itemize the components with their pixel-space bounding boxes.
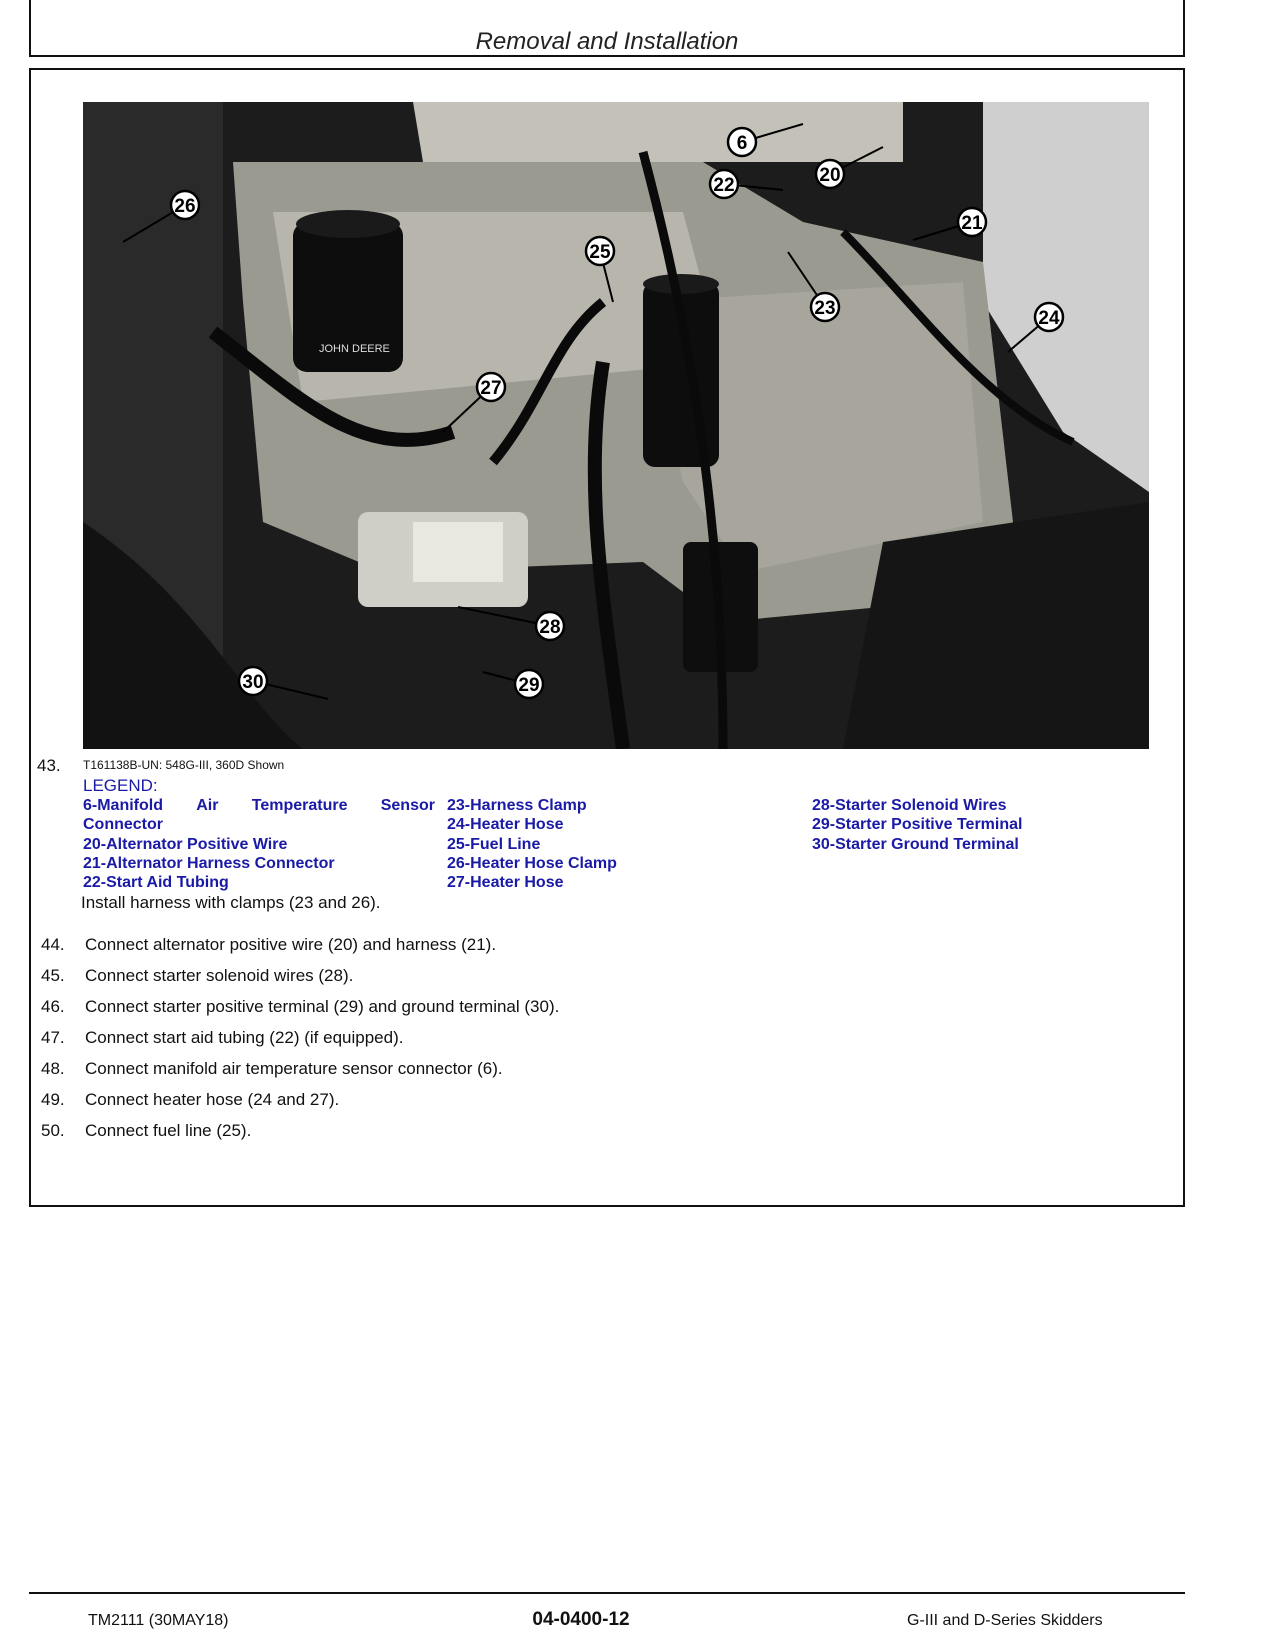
- step-number: 47.: [41, 1028, 65, 1047]
- callout-label: 23: [814, 298, 836, 319]
- step-row: [41, 966, 559, 997]
- install-instruction: Install harness with clamps (23 and 26).: [81, 893, 381, 912]
- header-box: [29, 0, 1185, 57]
- legend-item-6-word: Temperature: [251, 797, 348, 814]
- legend-item-24: 24-Heater Hose: [447, 816, 564, 834]
- step-text: Connect starter positive terminal (29) and ground terminal (30).: [85, 997, 560, 1016]
- legend-item-26: 26-Heater Hose Clamp: [447, 854, 617, 872]
- footer-rule: [29, 1592, 1185, 1594]
- callout-label: 20: [819, 165, 841, 186]
- legend-column-1: [83, 796, 435, 892]
- footer-page-number: 04-0400-12: [532, 1609, 630, 1630]
- step-row: [41, 1059, 559, 1090]
- legend-item-23: 23-Harness Clamp: [447, 797, 587, 814]
- callout-label: 29: [518, 675, 540, 696]
- step-number: 50.: [41, 1121, 65, 1140]
- footer-manual-id: TM2111 (30MAY18): [88, 1612, 229, 1629]
- callout-label: 27: [480, 378, 502, 399]
- callout-label: 21: [961, 213, 983, 234]
- legend-item-21: 21-Alternator Harness Connector: [83, 854, 335, 872]
- callout-label: 26: [174, 196, 196, 217]
- callout-label: 28: [539, 617, 561, 638]
- legend-column-3: [812, 796, 1022, 854]
- step-row: [41, 997, 559, 1028]
- step-row: [41, 935, 559, 966]
- legend-item-6: [83, 796, 435, 815]
- step-row: [41, 1090, 559, 1121]
- engine-photo: [83, 102, 1149, 749]
- procedure-steps: [41, 935, 559, 1152]
- legend-item-30: 30-Starter Ground Terminal: [812, 835, 1019, 853]
- callout-label: 22: [713, 175, 735, 196]
- callout-label: 25: [589, 242, 611, 263]
- step-row: [41, 1121, 559, 1152]
- step-text: Connect manifold air temperature sensor connector (6).: [85, 1059, 503, 1078]
- step-number: 46.: [41, 997, 65, 1016]
- callout-label: 30: [242, 672, 264, 693]
- legend-item-6-word: 6-Manifold: [83, 797, 163, 814]
- legend-item-6-word: Sensor: [380, 797, 435, 814]
- svg-text:JOHN DEERE: JOHN DEERE: [319, 343, 390, 355]
- legend-item-6-word: Air: [196, 797, 219, 814]
- legend-item-29: 29-Starter Positive Terminal: [812, 816, 1023, 834]
- legend-item-20: 20-Alternator Positive Wire: [83, 835, 288, 853]
- step-number: 44.: [41, 935, 65, 954]
- legend-item-27: 27-Heater Hose: [447, 874, 564, 892]
- step-text: Connect fuel line (25).: [85, 1121, 252, 1140]
- legend-item-28: 28-Starter Solenoid Wires: [812, 797, 1007, 814]
- step-text: Connect start aid tubing (22) (if equipped).: [85, 1028, 404, 1047]
- legend-item-6-continued: Connector: [83, 816, 163, 834]
- step-text: Connect alternator positive wire (20) and harness (21).: [85, 935, 497, 954]
- legend-item-22: 22-Start Aid Tubing: [83, 874, 229, 892]
- step-text: Connect starter solenoid wires (28).: [85, 966, 354, 985]
- step-number: 45.: [41, 966, 65, 985]
- figure-caption: T161138B-UN: 548G-III, 360D Shown: [83, 758, 285, 772]
- legend-item-25: 25-Fuel Line: [447, 835, 541, 853]
- page-section-title: Removal and Installation: [475, 28, 739, 55]
- step-row: [41, 1028, 559, 1059]
- step-number: 49.: [41, 1090, 65, 1109]
- footer-product-name: G-III and D-Series Skidders: [907, 1612, 1103, 1629]
- callout-label: 6: [736, 133, 748, 154]
- step-text: Connect heater hose (24 and 27).: [85, 1090, 340, 1109]
- legend-title: LEGEND:: [83, 776, 158, 795]
- figure-step-number: 43.: [37, 756, 61, 775]
- step-number: 48.: [41, 1059, 65, 1078]
- callout-label: 24: [1038, 308, 1060, 329]
- legend-column-2: [447, 796, 617, 892]
